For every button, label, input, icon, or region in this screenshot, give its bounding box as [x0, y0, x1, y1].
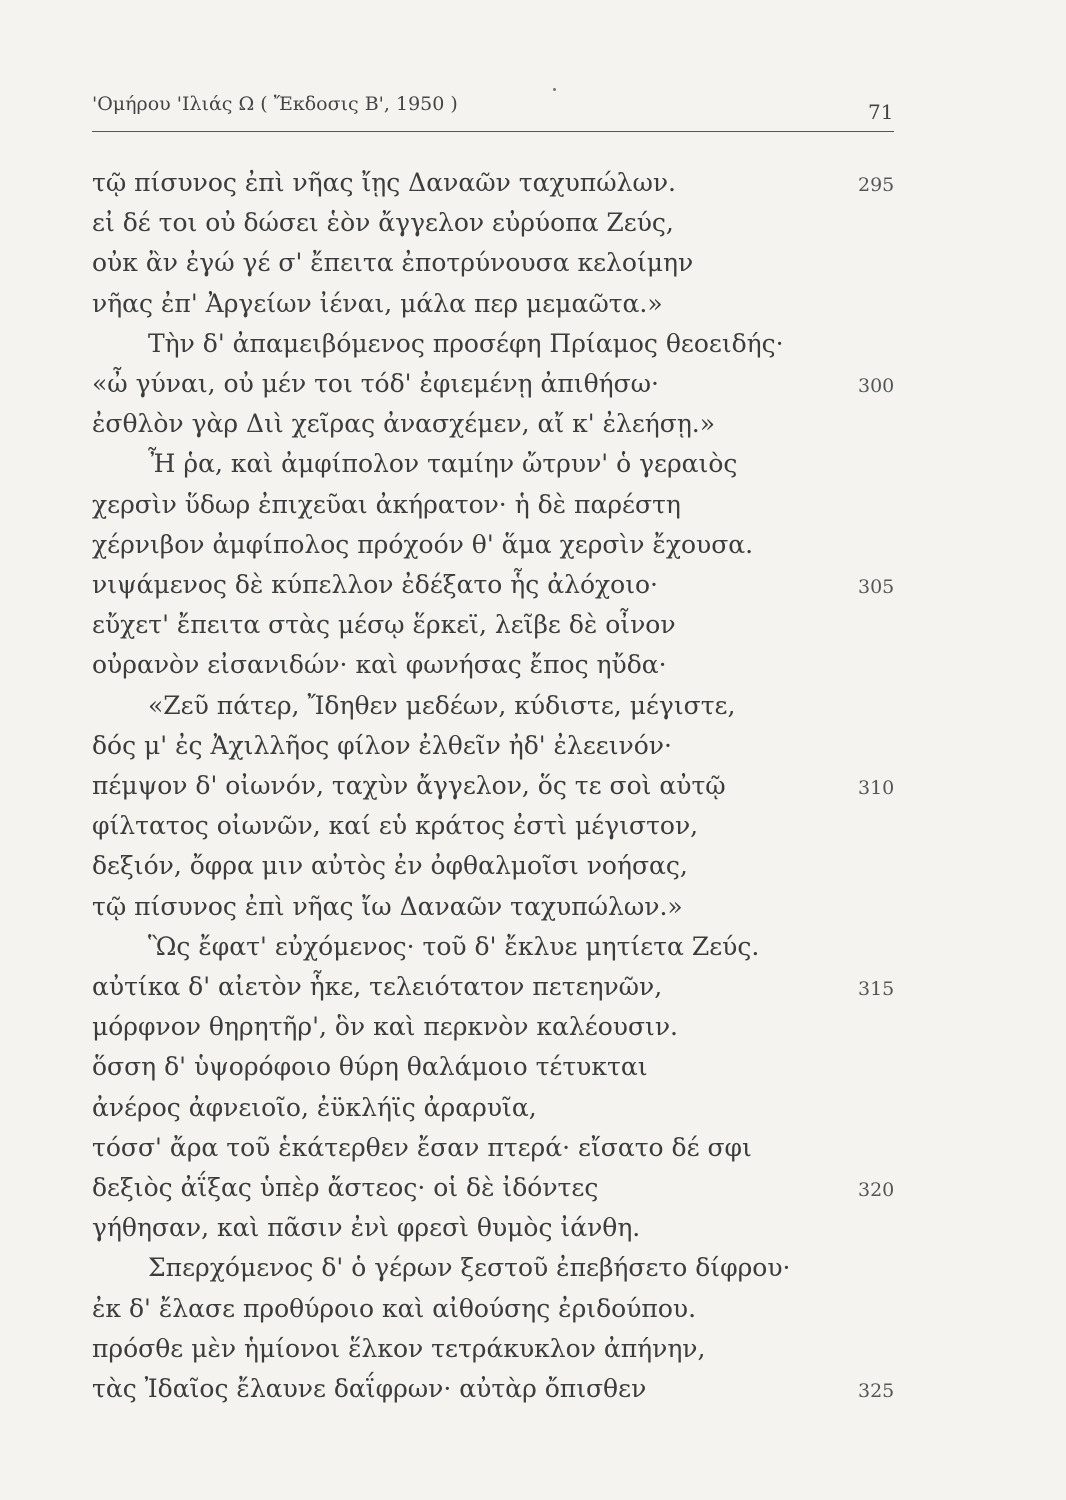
verse-text: δεξιόν, ὄφρα μιν αὐτὸς ἐν ὀφθαλμοῖσι νοήσας,: [92, 851, 688, 881]
verse-text: οὐκ ἂν ἐγώ γέ σ' ἔπειτα ἐποτρύνουσα κελοίμην: [92, 248, 694, 278]
verse-text: «ὦ γύναι, οὐ μέν τοι τόδ' ἐφιεμένῃ ἀπιθήσω·: [92, 369, 660, 398]
line-number: 315: [858, 978, 895, 1000]
line-number: 295: [858, 174, 895, 196]
line-number: 300: [858, 375, 895, 397]
verse-line: [92, 564, 852, 606]
verse-line: [92, 644, 852, 686]
verse-line: [92, 805, 852, 847]
verse-line: [92, 604, 852, 646]
line-number: 320: [858, 1179, 895, 1201]
verse-text: τῷ πίσυνος ἐπὶ νῆας ἴω Δαναῶν ταχυπώλων.»: [92, 891, 683, 921]
verse-text: ἐκ δ' ἔλασε προθύροιο καὶ αἰθούσης ἐριδούπου.: [92, 1293, 697, 1323]
verse-line: [92, 1167, 852, 1209]
verse-line: [92, 966, 852, 1008]
verse-text: ἐσθλὸν γὰρ Διὶ χεῖρας ἀνασχέμεν, αἴ κ' ἐλεήσῃ.»: [92, 409, 716, 439]
verse-line: [92, 886, 852, 928]
verse-line: [92, 403, 852, 445]
verse-line: [92, 363, 852, 405]
line-number: 310: [858, 777, 895, 799]
verse-line: [92, 725, 852, 767]
verse-line: [92, 443, 852, 485]
verse-text: γήθησαν, καὶ πᾶσιν ἐνὶ φρεσὶ θυμὸς ἰάνθη.: [92, 1213, 641, 1243]
verse-text: πρόσθε μὲν ἡμίονοι ἕλκον τετράκυκλον ἀπήνην,: [92, 1333, 706, 1363]
verse-text: φίλτατος οἰωνῶν, καί εὑ κράτος ἐστὶ μέγιστον,: [92, 811, 699, 841]
verse-text: νῆας ἐπ' Ἀργείων ἰέναι, μάλα περ μεμαῶτα.»: [92, 288, 663, 318]
verse-text: ὅσση δ' ὑψορόφοιο θύρη θαλάμοιο τέτυκται: [92, 1052, 648, 1082]
verse-text: Σπερχόμενος δ' ὁ γέρων ξεστοῦ ἐπεβήσετο δίφρου·: [148, 1253, 791, 1283]
line-number: 325: [858, 1380, 895, 1402]
verse-line: [92, 162, 852, 204]
verse-text: τῷ πίσυνος ἐπὶ νῆας ἴῃς Δαναῶν ταχυπώλων.: [92, 168, 676, 197]
line-number: 305: [858, 576, 895, 598]
verse-line: [92, 283, 852, 325]
page-number: 71: [868, 100, 894, 124]
verse-line: [92, 926, 852, 968]
verse-line: [92, 202, 852, 244]
verse-line: [92, 845, 852, 887]
verse-text: πέμψον δ' οἰωνόν, ταχὺν ἄγγελον, ὅς τε σοὶ αὐτῷ: [92, 771, 726, 800]
verse-line: [92, 323, 852, 365]
verse-line: [92, 1087, 852, 1129]
verse-text: εἰ δέ τοι οὐ δώσει ἑὸν ἄγγελον εὐρύοπα Ζεύς,: [92, 208, 674, 238]
verse-text: νιψάμενος δὲ κύπελλον ἐδέξατο ἧς ἀλόχοιο·: [92, 570, 658, 599]
verse-text: ἀνέρος ἀφνειοῖο, ἐϋκλήϊς ἀραρυῖα,: [92, 1092, 537, 1122]
verse-line: [92, 1368, 852, 1410]
verse-line: [92, 1328, 852, 1370]
verse-text: τόσσ' ἄρα τοῦ ἑκάτερθεν ἔσαν πτερά· εἴσατο δέ σφι: [92, 1132, 752, 1162]
verse-text: αὐτίκα δ' αἰετὸν ἧκε, τελειότατον πετεηνῶν,: [92, 972, 663, 1001]
verse-text: Τὴν δ' ἀπαμειβόμενος προσέφη Πρίαμος θεοειδής·: [148, 328, 784, 358]
verse-line: [92, 1207, 852, 1249]
verse-line: [92, 1046, 852, 1088]
verse-line: [92, 685, 852, 727]
verse-line: [92, 765, 852, 807]
verse-line: [92, 1247, 852, 1289]
running-header-title: 'Ομήρου 'Ιλιάς Ω ( Ἔκδοσις Β', 1950 ): [92, 93, 458, 115]
verse-text: χέρνιβον ἀμφίπολος πρόχοόν θ' ἅμα χερσὶν ἔχουσα.: [92, 529, 754, 559]
verse-text: τὰς Ἰδαῖος ἔλαυνε δαΐφρων· αὐτὰρ ὄπισθεν: [92, 1374, 647, 1403]
verse-line: [92, 242, 852, 284]
verse-line: [92, 1288, 852, 1330]
verse-text: Ὣς ἔφατ' εὐχόμενος· τοῦ δ' ἔκλυε μητίετα Ζεύς.: [148, 931, 760, 961]
verse-text: χερσὶν ὕδωρ ἐπιχεῦαι ἀκήρατον· ἡ δὲ παρέστη: [92, 489, 681, 519]
verse-line: [92, 524, 852, 566]
verse-text: Ἦ ῥα, καὶ ἀμφίπολον ταμίην ὤτρυν' ὁ γεραιὸς: [148, 449, 738, 479]
verse-text: μόρφνον θηρητῆρ', ὃν καὶ περκνὸν καλέουσιν.: [92, 1012, 678, 1042]
verse-text: δός μ' ἐς Ἀχιλλῆος φίλον ἐλθεῖν ἠδ' ἐλεεινόν·: [92, 730, 672, 760]
verse-text: εὔχετ' ἔπειτα στὰς μέσῳ ἕρκεϊ, λεῖβε δὲ οἶνον: [92, 610, 676, 640]
verse-text: δεξιὸς ἀΐξας ὑπὲρ ἄστεος· οἱ δὲ ἰδόντες: [92, 1173, 599, 1202]
verse-line: [92, 1006, 852, 1048]
verse-line: [92, 484, 852, 526]
verse-text: «Ζεῦ πάτερ, Ἴδηθεν μεδέων, κύδιστε, μέγιστε,: [148, 690, 736, 720]
verse-line: [92, 1127, 852, 1169]
verse-text: οὐρανὸν εἰσανιδών· καὶ φωνήσας ἔπος ηὔδα·: [92, 650, 667, 680]
